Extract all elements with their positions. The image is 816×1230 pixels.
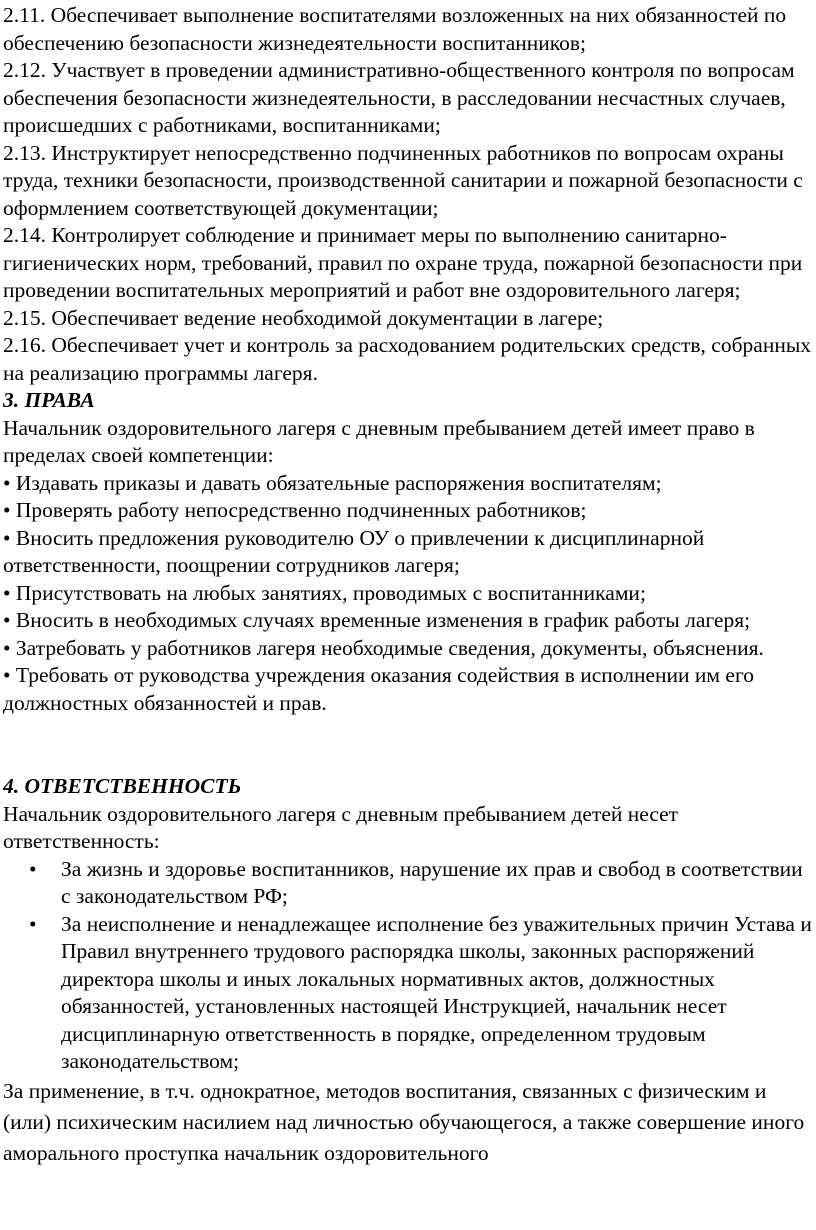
rights-item: • Вносить предложения руководителю ОУ о привлечении к дисциплинарной ответственности, поощрении сотрудников лагеря; — [3, 525, 705, 577]
duty-item: 2.14. Контролирует соблюдение и принимает меры по выполнению санитарно-гигиенических норм, требований, правил по охране труда, пожарной безопасности при проведении воспитательных мероприятий и работ вне оздоровительного лагеря; — [3, 223, 803, 302]
responsibility-intro: Начальник оздоровительного лагеря с дневным пребыванием детей несет ответственность: — [3, 801, 679, 853]
responsibility-list — [3, 856, 813, 1076]
responsibility-item: • За неисполнение и ненадлежащее исполнение без уважительных причин Устава и Правил внутреннего трудового распорядка школы, законных распоряжений директора школы и иных локальных нормативных актов, должностных обязанностей, установленных настоящей Инструкцией, начальник несет дисциплинарную ответственность в порядке, определенном трудовым законодательством; — [3, 911, 813, 1076]
rights-item: • Требовать от руководства учреждения оказания содействия в исполнении им его должностных обязанностей и прав. — [3, 663, 754, 715]
rights-item: • Издавать приказы и давать обязательные распоряжения воспитателям; — [3, 470, 662, 495]
responsibility-tail — [3, 1076, 813, 1169]
duty-item: 2.12. Участвует в проведении административно-общественного контроля по вопросам обеспечения безопасности жизнедеятельности, в расследовании несчастных случаев, происшедших с работниками, воспитанниками; — [3, 58, 795, 137]
responsibility-tail-text: За применение, в т.ч. однократное, методов воспитания, связанных с физическим и (или) психическим насилием над личностью обучающегося, а также совершение иного аморального проступка начальник оздоровительного — [3, 1078, 805, 1165]
rights-item: • Затребовать у работников лагеря необходимые сведения, документы, объяснения. — [3, 635, 764, 660]
rights-section — [3, 387, 813, 717]
duties-section — [3, 2, 813, 387]
responsibility-section — [3, 773, 813, 1169]
duty-item: 2.15. Обеспечивает ведение необходимой документации в лагере; — [3, 305, 604, 330]
rights-heading: 3. ПРАВА — [3, 388, 95, 412]
rights-intro: Начальник оздоровительного лагеря с дневным пребыванием детей имеет право в пределах своей компетенции: — [3, 415, 755, 467]
rights-item: • Присутствовать на любых занятиях, проводимых с воспитанниками; — [3, 580, 646, 605]
duty-item: 2.11. Обеспечивает выполнение воспитателями возложенных на них обязанностей по обеспечению безопасности жизнедеятельности воспитанников; — [3, 3, 787, 55]
section-spacer — [3, 717, 813, 773]
duty-item: 2.16. Обеспечивает учет и контроль за расходованием родительских средств, собранных на реализацию программы лагеря. — [3, 333, 812, 385]
responsibility-item: • За жизнь и здоровье воспитанников, нарушение их прав и свобод в соответствии с законодательством РФ; — [3, 856, 813, 911]
responsibility-heading: 4. ОТВЕТСТВЕННОСТЬ — [3, 774, 242, 798]
rights-item: • Проверять работу непосредственно подчиненных работников; — [3, 498, 587, 522]
document-page — [3, 2, 813, 1169]
rights-item: • Вносить в необходимых случаях временные изменения в график работы лагеря; — [3, 608, 751, 632]
duty-item: 2.13. Инструктирует непосредственно подчиненных работников по вопросам охраны труда, техники безопасности, производственной санитарии и пожарной безопасности с оформлением соответствующей документации; — [3, 140, 803, 220]
